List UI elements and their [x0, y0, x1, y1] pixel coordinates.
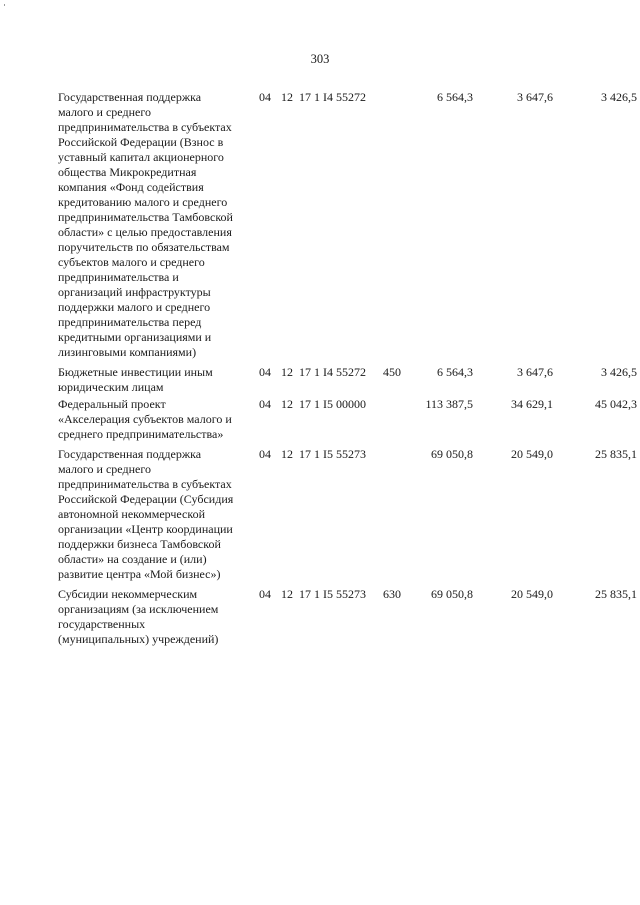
row-expense-type: 630	[383, 587, 401, 601]
row-section: 04	[259, 447, 271, 461]
row-section: 04	[259, 587, 271, 601]
row-section: 04	[259, 365, 271, 379]
row-value-3: 25 835,1	[595, 587, 637, 601]
row-target-article: 17 1 I4 55272	[299, 90, 366, 104]
row-description: Субсидии некоммерческим организациям (за исключением государственных (муниципальных) учреждений)	[58, 587, 219, 646]
row-description: Государственная поддержка малого и среднего предпринимательства в субъектах Российской Федерации (Субсидия автономной некоммерческой организации «Центр координации поддержки бизнеса Тамбовской области» на создание и (или) развитие центра «Мой бизнес»)	[58, 447, 234, 581]
row-subsection: 12	[281, 447, 293, 461]
row-value-3: 45 042,3	[595, 397, 637, 411]
row-target-article: 17 1 I5 55273	[299, 587, 366, 601]
row-value-1: 69 050,8	[431, 587, 473, 601]
row-value-1: 6 564,3	[437, 90, 473, 104]
row-value-2: 20 549,0	[511, 587, 553, 601]
scan-speck	[4, 4, 5, 6]
row-value-3: 3 426,5	[601, 365, 637, 379]
row-value-3: 25 835,1	[595, 447, 637, 461]
page-number: 303	[310, 52, 330, 66]
row-subsection: 12	[281, 365, 293, 379]
row-description: Государственная поддержка малого и среднего предпринимательства в субъектах Российской Федерации (Взнос в уставный капитал акционерного общества Микрокредитная компания «Фонд содействия кредитованию малого и среднего предпринимательства Тамбовской области» с целью предоставления поручительств по обязательствам субъектов малого и среднего предпринимательства и организаций инфраструктуры поддержки малого и среднего предпринимательства перед кредитными организациями и лизинговыми компаниями)	[58, 90, 233, 359]
row-value-2: 3 647,6	[517, 90, 553, 104]
row-value-3: 3 426,5	[601, 90, 637, 104]
row-target-article: 17 1 I4 55272	[299, 365, 366, 379]
row-description: Бюджетные инвестиции иным юридическим лицам	[58, 365, 213, 394]
row-subsection: 12	[281, 397, 293, 411]
row-target-article: 17 1 I5 55273	[299, 447, 366, 461]
row-subsection: 12	[281, 90, 293, 104]
row-value-2: 20 549,0	[511, 447, 553, 461]
row-section: 04	[259, 397, 271, 411]
row-target-article: 17 1 I5 00000	[299, 397, 366, 411]
row-section: 04	[259, 90, 271, 104]
row-description: Федеральный проект «Акселерация субъектов малого и среднего предпринимательства»	[58, 397, 232, 441]
row-value-2: 34 629,1	[511, 397, 553, 411]
row-value-2: 3 647,6	[517, 365, 553, 379]
row-expense-type: 450	[383, 365, 401, 379]
row-value-1: 6 564,3	[437, 365, 473, 379]
row-value-1: 113 387,5	[425, 397, 473, 411]
row-value-1: 69 050,8	[431, 447, 473, 461]
row-subsection: 12	[281, 587, 293, 601]
